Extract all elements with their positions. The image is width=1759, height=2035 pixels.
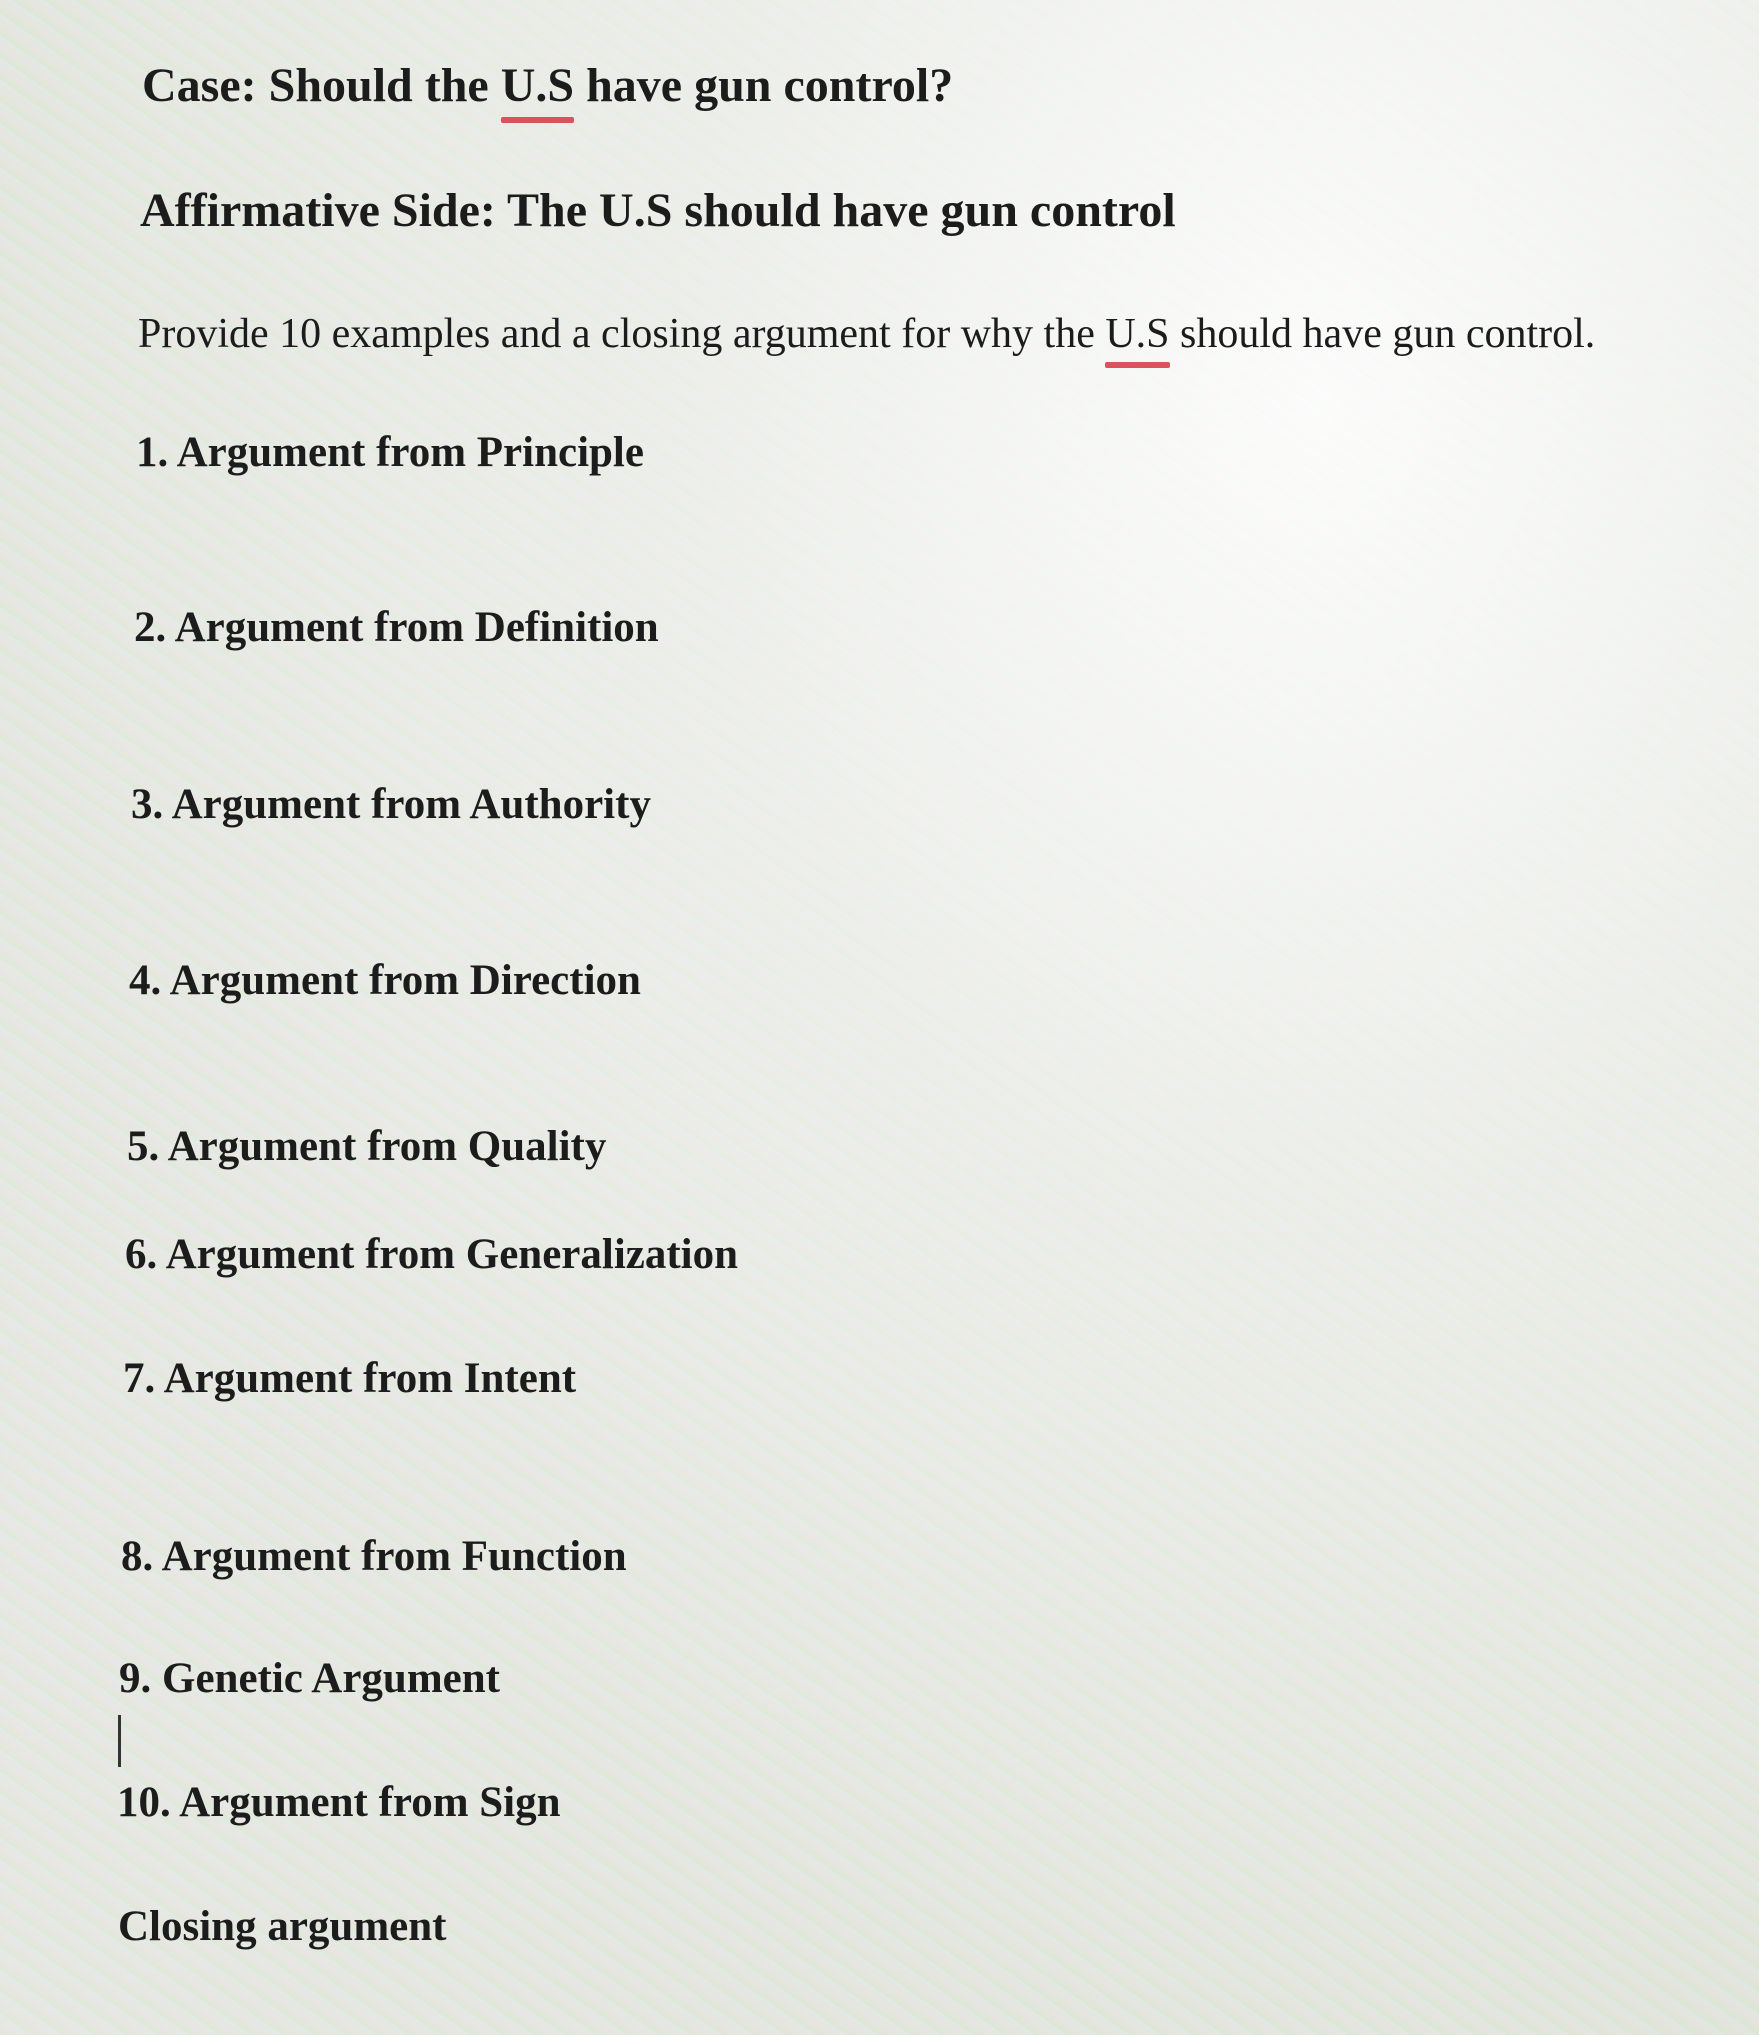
list-item: 7. Argument from Intent xyxy=(123,1355,577,1402)
case-title-us-text: U.S xyxy=(500,59,575,112)
list-item: 1. Argument from Principle xyxy=(136,429,644,476)
case-title-suffix: have gun control? xyxy=(574,59,954,112)
text-cursor xyxy=(118,1715,121,1767)
case-title-prefix: Case: Should the xyxy=(142,59,501,112)
instruction-us-word[interactable] xyxy=(1105,310,1169,358)
case-title-us-word[interactable] xyxy=(501,58,574,113)
list-item: 8. Argument from Function xyxy=(121,1533,627,1580)
instruction-suffix: should have gun control. xyxy=(1169,311,1596,357)
spellcheck-underline xyxy=(501,117,574,123)
list-item: 5. Argument from Quality xyxy=(127,1123,607,1170)
list-item: 10. Argument from Sign xyxy=(117,1779,561,1826)
list-item: 3. Argument from Authority xyxy=(131,781,651,828)
list-item: 4. Argument from Direction xyxy=(129,957,641,1004)
case-title xyxy=(142,58,953,113)
closing-argument-heading: Closing argument xyxy=(118,1903,447,1950)
list-item: 6. Argument from Generalization xyxy=(125,1231,739,1278)
side-title: Affirmative Side: The U.S should have gun control xyxy=(140,184,1176,237)
instruction-text xyxy=(138,310,1595,358)
instruction-prefix: Provide 10 examples and a closing argument for why the xyxy=(138,311,1106,357)
list-item: 9. Genetic Argument xyxy=(119,1655,500,1702)
list-item: 2. Argument from Definition xyxy=(134,604,659,651)
instruction-us-text: U.S xyxy=(1105,311,1170,357)
spellcheck-underline xyxy=(1105,362,1169,368)
